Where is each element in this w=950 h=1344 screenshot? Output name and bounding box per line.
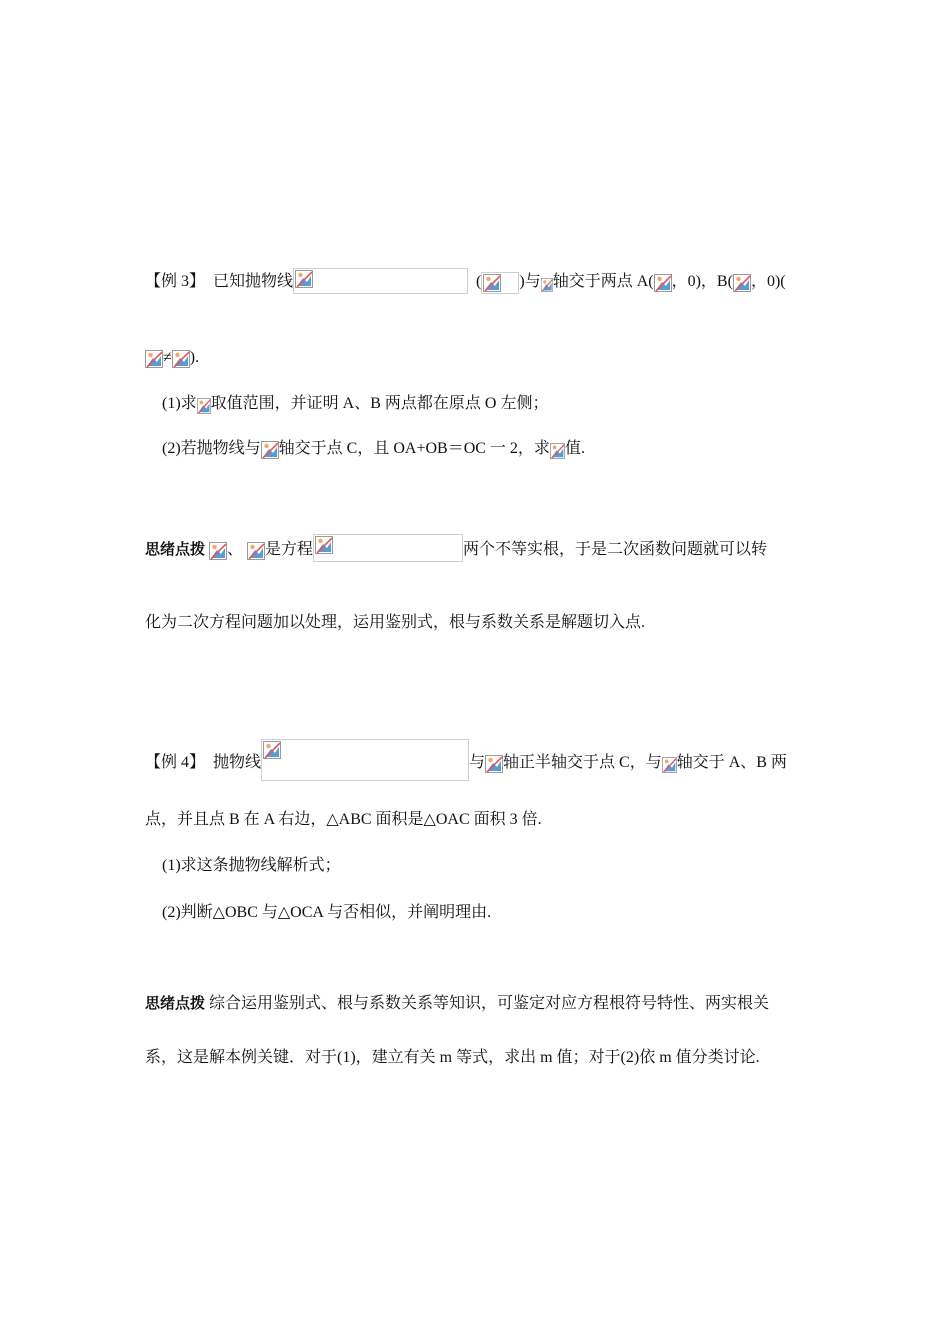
hint-3-line-2: 化为二次方程问题加以处理，运用鉴别式，根与系数关系是解题切入点. <box>145 614 646 631</box>
hint-4-line-1: 思绪点拨 综合运用鉴别式、根与系数关系等知识，可鉴定对应方程根符号特性、两实根关 <box>145 994 770 1012</box>
formula-image-frame <box>481 272 519 294</box>
broken-image-icon <box>483 274 501 292</box>
broken-image-icon <box>662 757 677 773</box>
example-3-label: 【例 3】 <box>145 273 206 290</box>
formula-image-frame <box>313 534 463 562</box>
example-4-line-1: 【例 4】 抛物线 与 轴正半轴交于点 C，与 轴交于 A、B 两 <box>145 739 787 781</box>
example-3-question-2: (2)若抛物线与 轴交于点 C，且 OA+OB＝OC 一 2，求 值. <box>162 440 585 457</box>
broken-image-icon <box>733 274 751 292</box>
broken-image-icon <box>485 755 503 773</box>
broken-image-icon <box>541 278 553 292</box>
broken-image-icon <box>247 542 265 560</box>
broken-image-icon <box>315 536 333 554</box>
example-3-line-2: ≠ ). <box>145 347 199 369</box>
example-4-label: 【例 4】 <box>145 754 206 771</box>
example-4-question-1: (1)求这条抛物线解析式； <box>162 857 341 874</box>
broken-image-icon <box>197 398 211 414</box>
broken-image-icon <box>654 274 672 292</box>
formula-image-frame <box>293 268 468 294</box>
formula-image-frame <box>261 739 469 781</box>
broken-image-icon <box>172 350 190 368</box>
example-3-line-1: 【例 3】 已知抛物线 ( )与 轴交于两点 A( ，0)，B( ，0)( <box>145 268 786 294</box>
broken-image-icon <box>261 441 279 459</box>
hint-3-label: 思绪点拨 <box>145 540 206 558</box>
example-4-question-2: (2)判断△OBC 与△OCA 与否相似，并阐明理由. <box>162 904 492 921</box>
broken-image-icon <box>550 443 565 459</box>
hint-4-label: 思绪点拨 <box>145 994 206 1012</box>
hint-3-line-1: 思绪点拨 、 是方程 两个不等实根，于是二次函数问题就可以转 <box>145 534 767 562</box>
broken-image-icon <box>263 741 281 759</box>
broken-image-icon <box>145 350 163 368</box>
broken-image-icon <box>209 542 227 560</box>
broken-image-icon <box>295 270 313 288</box>
hint-4-line-2: 系，这是解本例关键．对于(1)，建立有关 m 等式，求出 m 值；对于(2)依 m 值分类讨论. <box>145 1049 760 1066</box>
example-4-line-2: 点，并且点 B 在 A 右边，△ABC 面积是△OAC 面积 3 倍. <box>145 811 542 828</box>
example-3-question-1: (1)求 取值范围，并证明 A、B 两点都在原点 O 左侧； <box>162 395 549 412</box>
